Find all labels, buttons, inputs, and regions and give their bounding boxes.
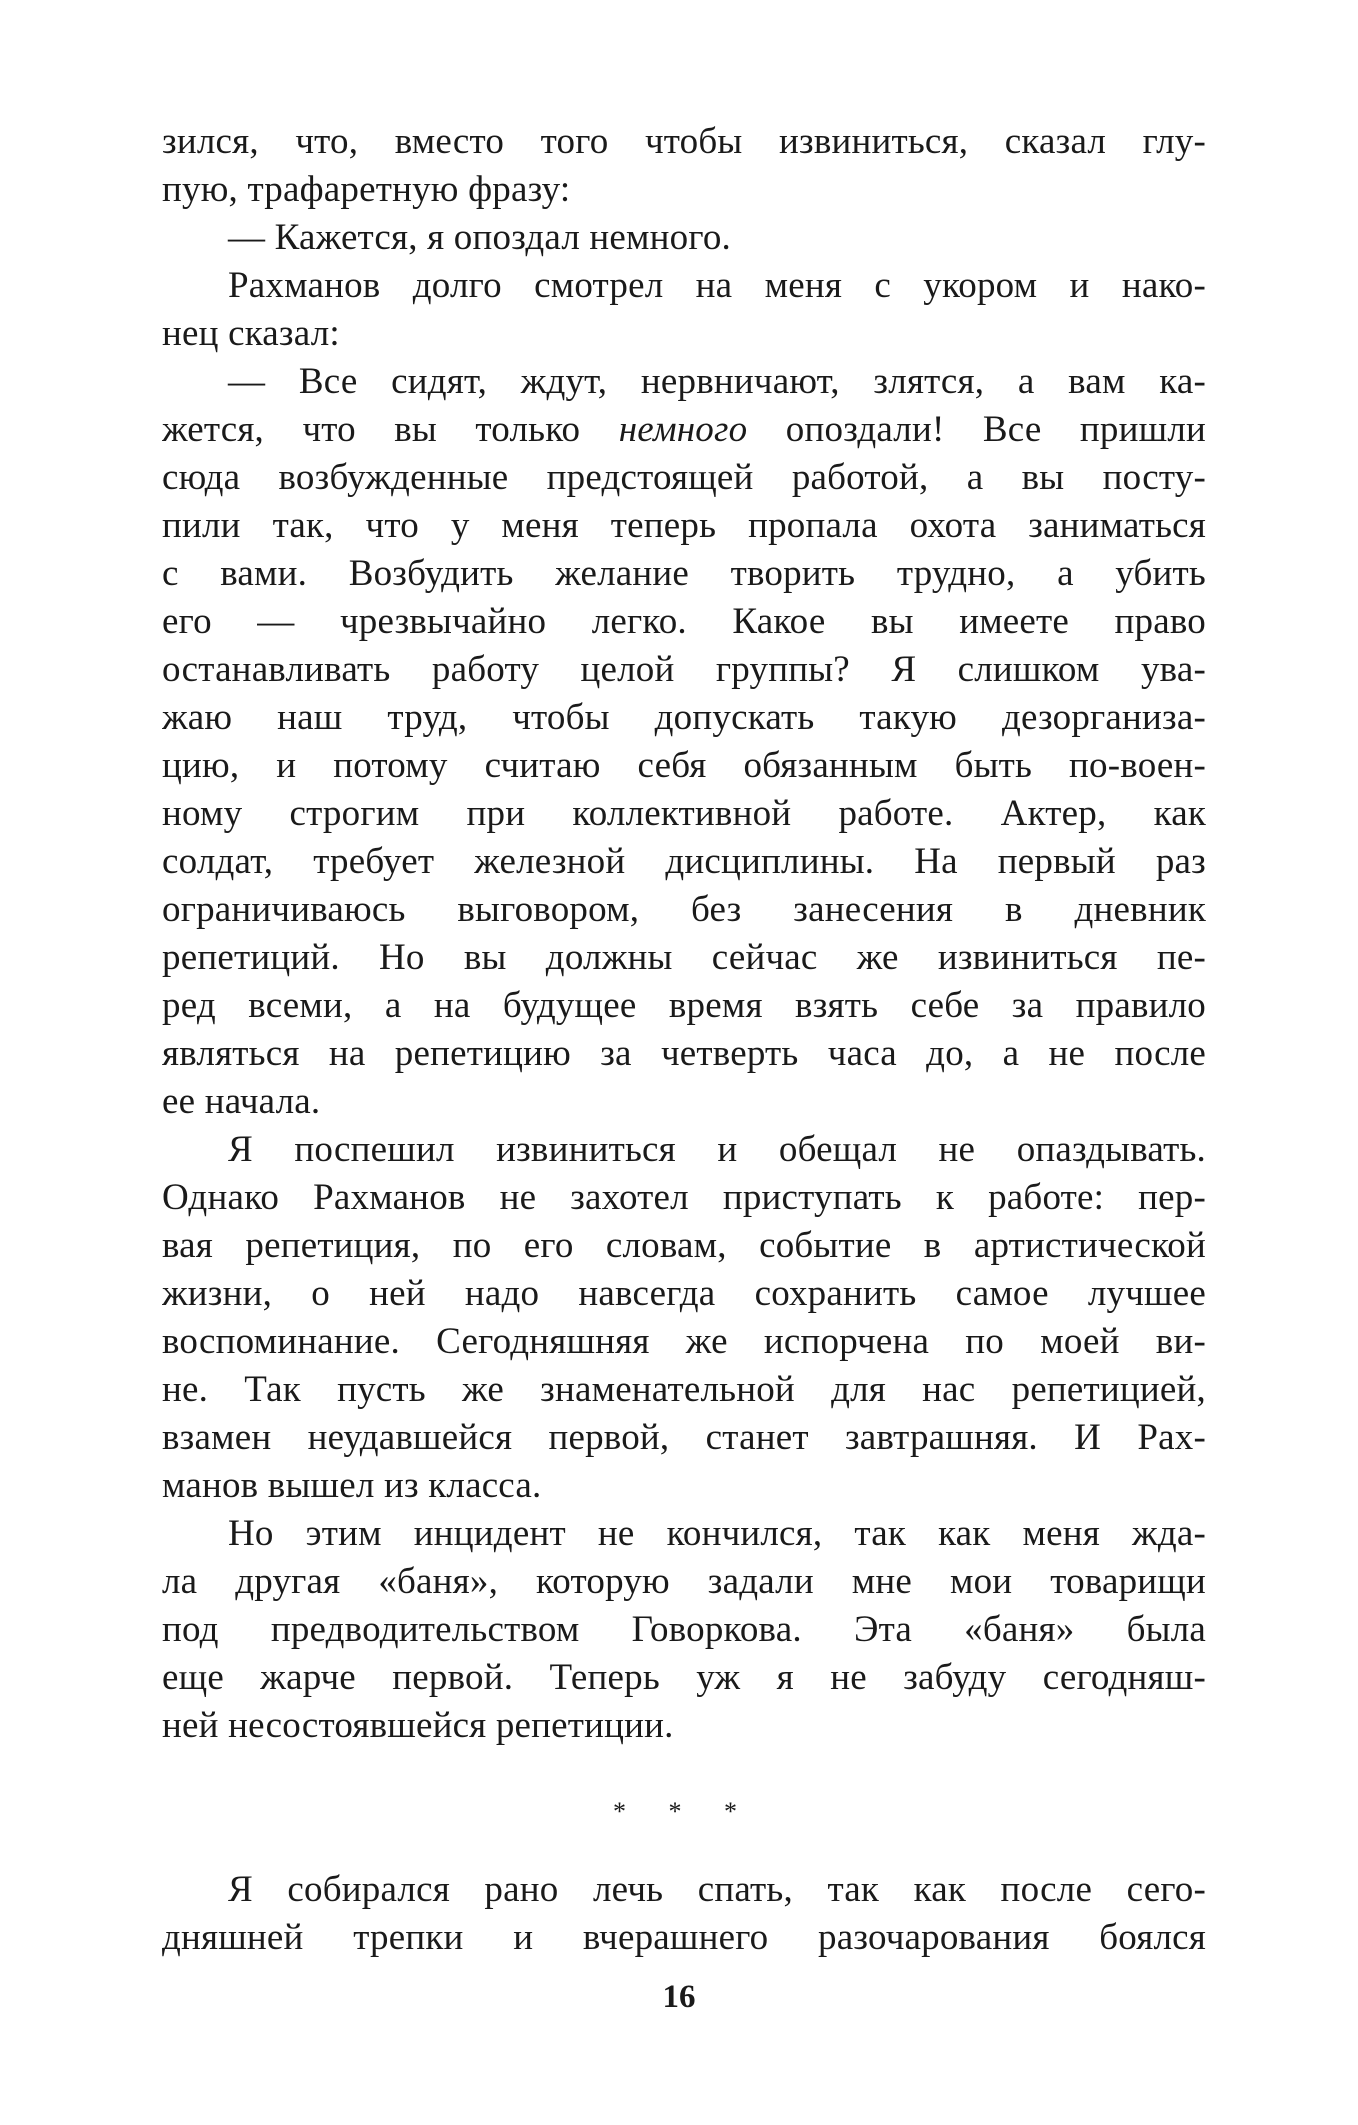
text-line: Но этим инцидент не кончился, так как меня жда-: [228, 1513, 1206, 1554]
text-line: цию, и потому считаю себя обязанным быть по-воен-: [162, 745, 1206, 786]
text-line: зился, что, вместо того чтобы извиниться, сказал глу-: [162, 121, 1206, 162]
text-line: [162, 406, 1206, 454]
text-line: дняшней трепки и вчерашнего разочарования боялся: [162, 1917, 1206, 1958]
text-fragment: опоздали! Все пришли: [747, 409, 1206, 450]
text-line: жизни, о ней надо навсегда сохранить самое лучшее: [162, 1273, 1206, 1314]
text-line: ее начала.: [162, 1081, 321, 1122]
text-line: манов вышел из класса.: [162, 1465, 542, 1506]
body-text: [162, 118, 1206, 1962]
text-line: останавливать работу целой группы? Я слишком ува-: [162, 649, 1206, 690]
text-line: вая репетиция, по его словам, событие в артистической: [162, 1225, 1206, 1266]
text-line: воспоминание. Сегодняшняя же испорчена по моей ви-: [162, 1321, 1206, 1362]
text-line: с вами. Возбудить желание творить трудно, а убить: [162, 553, 1206, 594]
text-line: солдат, требует железной дисциплины. На первый раз: [162, 841, 1206, 882]
text-line: под предводительством Говоркова. Эта «баня» была: [162, 1609, 1206, 1650]
text-line: являться на репетицию за четверть часа до, а не после: [162, 1033, 1206, 1074]
text-line: ней несостоявшейся репетиции.: [162, 1705, 674, 1746]
text-line: ред всеми, а на будущее время взять себе за правило: [162, 985, 1206, 1026]
text-line: — Кажется, я опоздал немного.: [228, 217, 731, 258]
text-line: взамен неудавшейся первой, станет завтрашняя. И Рах-: [162, 1417, 1206, 1458]
text-line: ному строгим при коллективной работе. Актер, как: [162, 793, 1206, 834]
text-line: ла другая «баня», которую задали мне мои товарищи: [162, 1561, 1206, 1602]
text-line: пили так, что у меня теперь пропала охота заниматься: [162, 505, 1206, 546]
text-line: не. Так пусть же знаменательной для нас репетицией,: [162, 1369, 1206, 1410]
text-line: Я поспешил извиниться и обещал не опаздывать.: [228, 1129, 1206, 1170]
page-number: 16: [662, 1979, 696, 2015]
emphasized-word: немного: [618, 409, 748, 450]
text-line: Однако Рахманов не захотел приступать к работе: пер-: [162, 1177, 1206, 1218]
section-separator: [162, 1788, 1206, 1836]
text-line: пую, трафаретную фразу:: [162, 169, 571, 210]
text-line: — Все сидят, ждут, нервничают, злятся, а вам ка-: [228, 361, 1206, 402]
text-line: еще жарче первой. Теперь уж я не забуду сегодняш-: [162, 1657, 1206, 1698]
text-line: жаю наш труд, чтобы допускать такую дезорганиза-: [162, 697, 1206, 738]
text-line: Я собирался рано лечь спать, так как после сего-: [228, 1869, 1206, 1910]
text-line: репетиций. Но вы должны сейчас же извиниться пе-: [162, 937, 1206, 978]
separator-asterisks: * * *: [613, 1797, 755, 1826]
text-line: его — чрезвычайно легко. Какое вы имеете право: [162, 601, 1206, 642]
text-fragment: жется, что вы только: [162, 409, 619, 450]
text-line: Рахманов долго смотрел на меня с укором и нако-: [228, 265, 1206, 306]
text-line: нец сказал:: [162, 313, 340, 354]
text-line: сюда возбужденные предстоящей работой, а вы посту-: [162, 457, 1206, 498]
text-line: ограничиваюсь выговором, без занесения в дневник: [162, 889, 1206, 930]
